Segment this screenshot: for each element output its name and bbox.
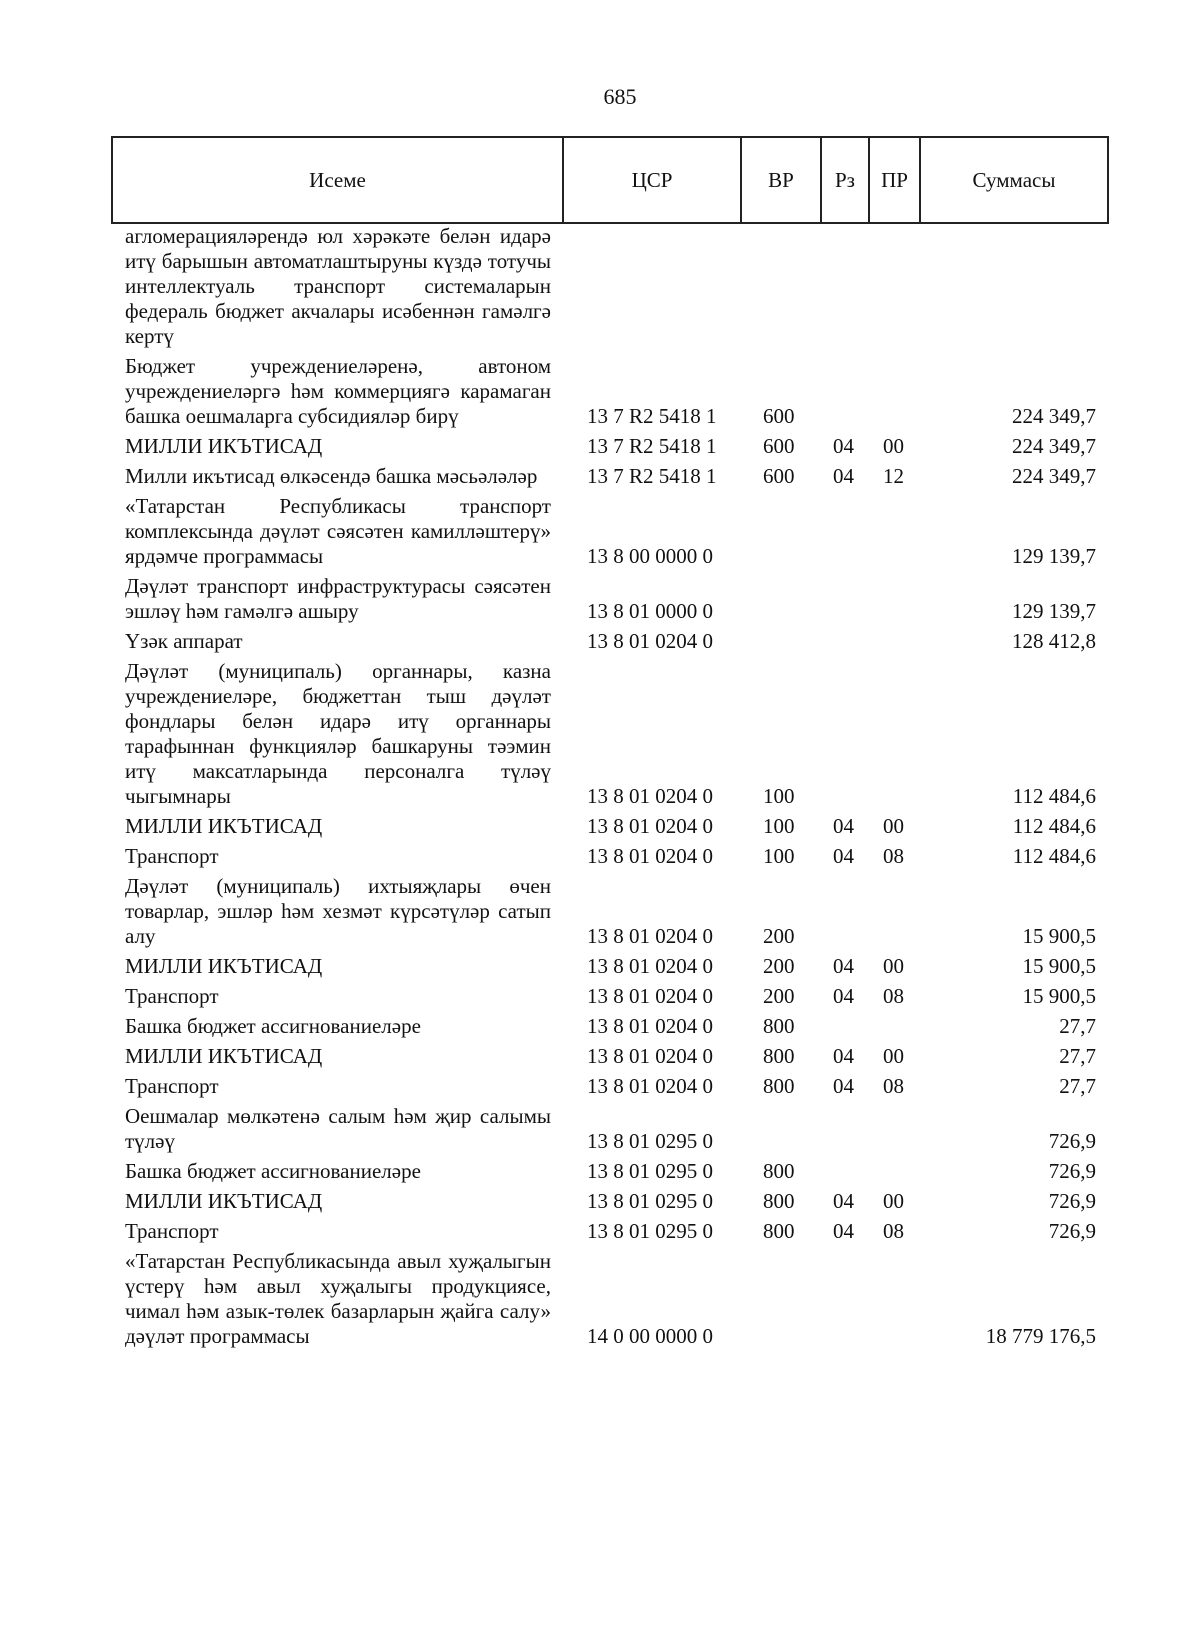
table-row xyxy=(112,223,1108,354)
row-csr: 13 8 01 0204 0 xyxy=(587,1074,713,1098)
table-row xyxy=(112,1014,1108,1044)
row-sum: 128 412,8 xyxy=(1012,629,1096,653)
row-csr: 13 8 01 0204 0 xyxy=(587,784,713,808)
row-sum: 15 900,5 xyxy=(1022,984,1096,1008)
table-body xyxy=(112,223,1108,1354)
table-row xyxy=(112,1219,1108,1249)
row-pr: 08 xyxy=(883,844,904,868)
row-name: Үзәк аппарат xyxy=(125,629,243,653)
row-csr: 13 8 01 0204 0 xyxy=(587,1044,713,1068)
row-vr: 600 xyxy=(763,404,795,428)
row-csr xyxy=(563,223,741,354)
row-rz: 04 xyxy=(833,434,854,458)
row-vr: 200 xyxy=(763,924,795,948)
row-rz xyxy=(821,1159,869,1189)
row-pr: 00 xyxy=(883,954,904,978)
table-row xyxy=(112,464,1108,494)
row-name: МИЛЛИ ИКЪТИСАД xyxy=(125,1189,323,1213)
row-sum: 27,7 xyxy=(1059,1074,1096,1098)
table-row xyxy=(112,954,1108,984)
row-name: Транспорт xyxy=(125,1219,219,1243)
table-row xyxy=(112,1189,1108,1219)
row-name: Дәүләт транспорт инфраструктурасы сәясәтен эшләү һәм гамәлгә ашыру xyxy=(125,574,551,623)
table-row xyxy=(112,1249,1108,1354)
row-csr: 13 8 01 0204 0 xyxy=(587,814,713,838)
row-rz: 04 xyxy=(833,984,854,1008)
row-csr: 13 8 01 0204 0 xyxy=(587,844,713,868)
row-sum xyxy=(920,223,1108,354)
row-csr: 13 8 01 0204 0 xyxy=(587,1014,713,1038)
row-pr xyxy=(869,574,920,629)
row-csr: 13 8 01 0204 0 xyxy=(587,629,713,653)
row-vr: 200 xyxy=(763,984,795,1008)
row-sum: 224 349,7 xyxy=(1012,404,1096,428)
row-csr: 13 8 01 0295 0 xyxy=(587,1189,713,1213)
table-row xyxy=(112,574,1108,629)
row-name: Башка бюджет ассигнованиеләре xyxy=(125,1159,421,1183)
row-vr: 100 xyxy=(763,814,795,838)
row-pr xyxy=(869,1159,920,1189)
row-sum: 726,9 xyxy=(1048,1129,1096,1153)
row-name: Бюджет учреждениеләренә, автоном учреждениеләргә һәм коммерциягә карамаган башка оешмаларга субсидияләр бирү xyxy=(125,354,551,428)
row-csr: 13 8 01 0295 0 xyxy=(587,1129,713,1153)
row-rz: 04 xyxy=(833,844,854,868)
row-pr xyxy=(869,629,920,659)
row-rz xyxy=(821,659,869,814)
row-pr: 00 xyxy=(883,814,904,838)
row-rz xyxy=(821,223,869,354)
row-sum: 112 484,6 xyxy=(1012,784,1096,808)
row-rz xyxy=(821,494,869,574)
row-csr: 13 8 01 0295 0 xyxy=(587,1219,713,1243)
row-rz xyxy=(821,874,869,954)
row-name: МИЛЛИ ИКЪТИСАД xyxy=(125,1044,323,1068)
row-csr: 13 8 01 0000 0 xyxy=(587,599,713,623)
row-vr: 800 xyxy=(763,1219,795,1243)
row-vr xyxy=(741,574,821,629)
table-row xyxy=(112,494,1108,574)
header-csr: ЦСР xyxy=(563,137,741,223)
header-pr: ПР xyxy=(869,137,920,223)
row-pr: 00 xyxy=(883,1044,904,1068)
row-csr: 13 8 01 0204 0 xyxy=(587,984,713,1008)
table-row xyxy=(112,1104,1108,1159)
header-vr: ВР xyxy=(741,137,821,223)
row-name: МИЛЛИ ИКЪТИСАД xyxy=(125,954,323,978)
row-sum: 112 484,6 xyxy=(1012,844,1096,868)
row-rz xyxy=(821,574,869,629)
table-row xyxy=(112,874,1108,954)
row-vr xyxy=(741,494,821,574)
row-rz: 04 xyxy=(833,464,854,488)
row-sum: 726,9 xyxy=(1048,1159,1096,1183)
row-pr: 00 xyxy=(883,1189,904,1213)
row-csr: 13 8 01 0204 0 xyxy=(587,954,713,978)
row-name: Транспорт xyxy=(125,1074,219,1098)
table-row xyxy=(112,1074,1108,1104)
row-sum: 726,9 xyxy=(1048,1189,1096,1213)
row-rz xyxy=(821,629,869,659)
row-csr: 13 8 01 0204 0 xyxy=(587,924,713,948)
row-rz: 04 xyxy=(833,954,854,978)
row-vr xyxy=(741,1104,821,1159)
row-vr: 100 xyxy=(763,844,795,868)
row-name: Транспорт xyxy=(125,844,219,868)
row-sum: 27,7 xyxy=(1059,1044,1096,1068)
table-row xyxy=(112,814,1108,844)
row-rz: 04 xyxy=(833,1219,854,1243)
row-pr: 08 xyxy=(883,984,904,1008)
page-number: 685 xyxy=(603,84,637,109)
row-name: Башка бюджет ассигнованиеләре xyxy=(125,1014,421,1038)
row-pr xyxy=(869,1014,920,1044)
row-rz xyxy=(821,354,869,434)
row-sum: 129 139,7 xyxy=(1012,544,1096,568)
row-csr: 14 0 00 0000 0 xyxy=(587,1324,713,1348)
row-pr: 12 xyxy=(883,464,904,488)
row-csr: 13 8 01 0295 0 xyxy=(587,1159,713,1183)
table-row xyxy=(112,844,1108,874)
row-pr xyxy=(869,354,920,434)
table-row xyxy=(112,354,1108,434)
row-vr: 800 xyxy=(763,1014,795,1038)
row-name: «Татарстан Республикасы транспорт комплексында дәүләт сәясәтен камилләштерү» ярдәмче программасы xyxy=(125,494,551,568)
row-sum: 112 484,6 xyxy=(1012,814,1096,838)
row-pr: 08 xyxy=(883,1074,904,1098)
row-pr xyxy=(869,494,920,574)
row-name: Оешмалар мөлкәтенә салым һәм җир салымы түләү xyxy=(125,1104,551,1153)
table-row xyxy=(112,1159,1108,1189)
row-sum: 15 900,5 xyxy=(1022,954,1096,978)
row-csr: 13 7 R2 5418 1 xyxy=(587,404,717,428)
row-pr xyxy=(869,223,920,354)
row-pr xyxy=(869,1104,920,1159)
table-row xyxy=(112,629,1108,659)
row-vr: 600 xyxy=(763,464,795,488)
header-rz: Рз xyxy=(821,137,869,223)
row-csr: 13 7 R2 5418 1 xyxy=(587,434,717,458)
row-vr: 100 xyxy=(763,784,795,808)
row-sum: 726,9 xyxy=(1048,1219,1096,1243)
row-sum: 224 349,7 xyxy=(1012,464,1096,488)
row-name: агломерацияләрендә юл хәрәкәте белән идарә итү барышын автоматлаштыруны күздә тотучы интеллектуаль транспорт системаларын федераль бюджет акчалары исәбеннән гамәлгә кертү xyxy=(125,224,551,348)
row-rz xyxy=(821,1249,869,1354)
row-name: Дәүләт (муниципаль) органнары, казна учреждениеләре, бюджеттан тыш дәүләт фондлары белән идарә итү органнары тарафыннан функцияләр башкаруны тәэмин итү максатларында персоналга түләү чыгымнары xyxy=(125,659,551,808)
row-sum: 129 139,7 xyxy=(1012,599,1096,623)
row-pr: 08 xyxy=(883,1219,904,1243)
row-rz: 04 xyxy=(833,1074,854,1098)
row-csr: 13 7 R2 5418 1 xyxy=(587,464,717,488)
row-rz xyxy=(821,1014,869,1044)
row-vr xyxy=(741,1249,821,1354)
row-pr xyxy=(869,874,920,954)
row-vr: 200 xyxy=(763,954,795,978)
row-sum: 27,7 xyxy=(1059,1014,1096,1038)
table-row xyxy=(112,1044,1108,1074)
row-name: Транспорт xyxy=(125,984,219,1008)
row-vr: 800 xyxy=(763,1189,795,1213)
row-vr: 800 xyxy=(763,1044,795,1068)
row-name: «Татарстан Республикасында авыл хуҗалыгын үстерү һәм авыл хуҗалыгы продукциясе, чимал һәм азык-төлек базарларын җайга салу» дәүләт программасы xyxy=(125,1249,551,1348)
budget-table xyxy=(111,136,1109,1354)
header-name: Исеме xyxy=(112,137,563,223)
row-vr: 600 xyxy=(763,434,795,458)
row-vr: 800 xyxy=(763,1074,795,1098)
row-csr: 13 8 00 0000 0 xyxy=(587,544,713,568)
row-name: МИЛЛИ ИКЪТИСАД xyxy=(125,434,323,458)
row-vr xyxy=(741,629,821,659)
row-rz xyxy=(821,1104,869,1159)
row-pr xyxy=(869,1249,920,1354)
header-sum: Суммасы xyxy=(920,137,1108,223)
row-rz: 04 xyxy=(833,1044,854,1068)
row-sum: 224 349,7 xyxy=(1012,434,1096,458)
row-pr: 00 xyxy=(883,434,904,458)
row-name: МИЛЛИ ИКЪТИСАД xyxy=(125,814,323,838)
row-pr xyxy=(869,659,920,814)
row-name: Дәүләт (муниципаль) ихтыяҗлары өчен товарлар, эшләр һәм хезмәт күрсәтүләр сатып алу xyxy=(125,874,551,948)
table-row xyxy=(112,659,1108,814)
table-row xyxy=(112,434,1108,464)
row-vr: 800 xyxy=(763,1159,795,1183)
row-sum: 18 779 176,5 xyxy=(985,1324,1096,1348)
table-row xyxy=(112,984,1108,1014)
row-rz: 04 xyxy=(833,1189,854,1213)
row-rz: 04 xyxy=(833,814,854,838)
table-header xyxy=(112,137,1108,223)
row-sum: 15 900,5 xyxy=(1022,924,1096,948)
row-vr xyxy=(741,223,821,354)
row-name: Милли икътисад өлкәсендә башка мәсьәләләр xyxy=(125,464,538,488)
